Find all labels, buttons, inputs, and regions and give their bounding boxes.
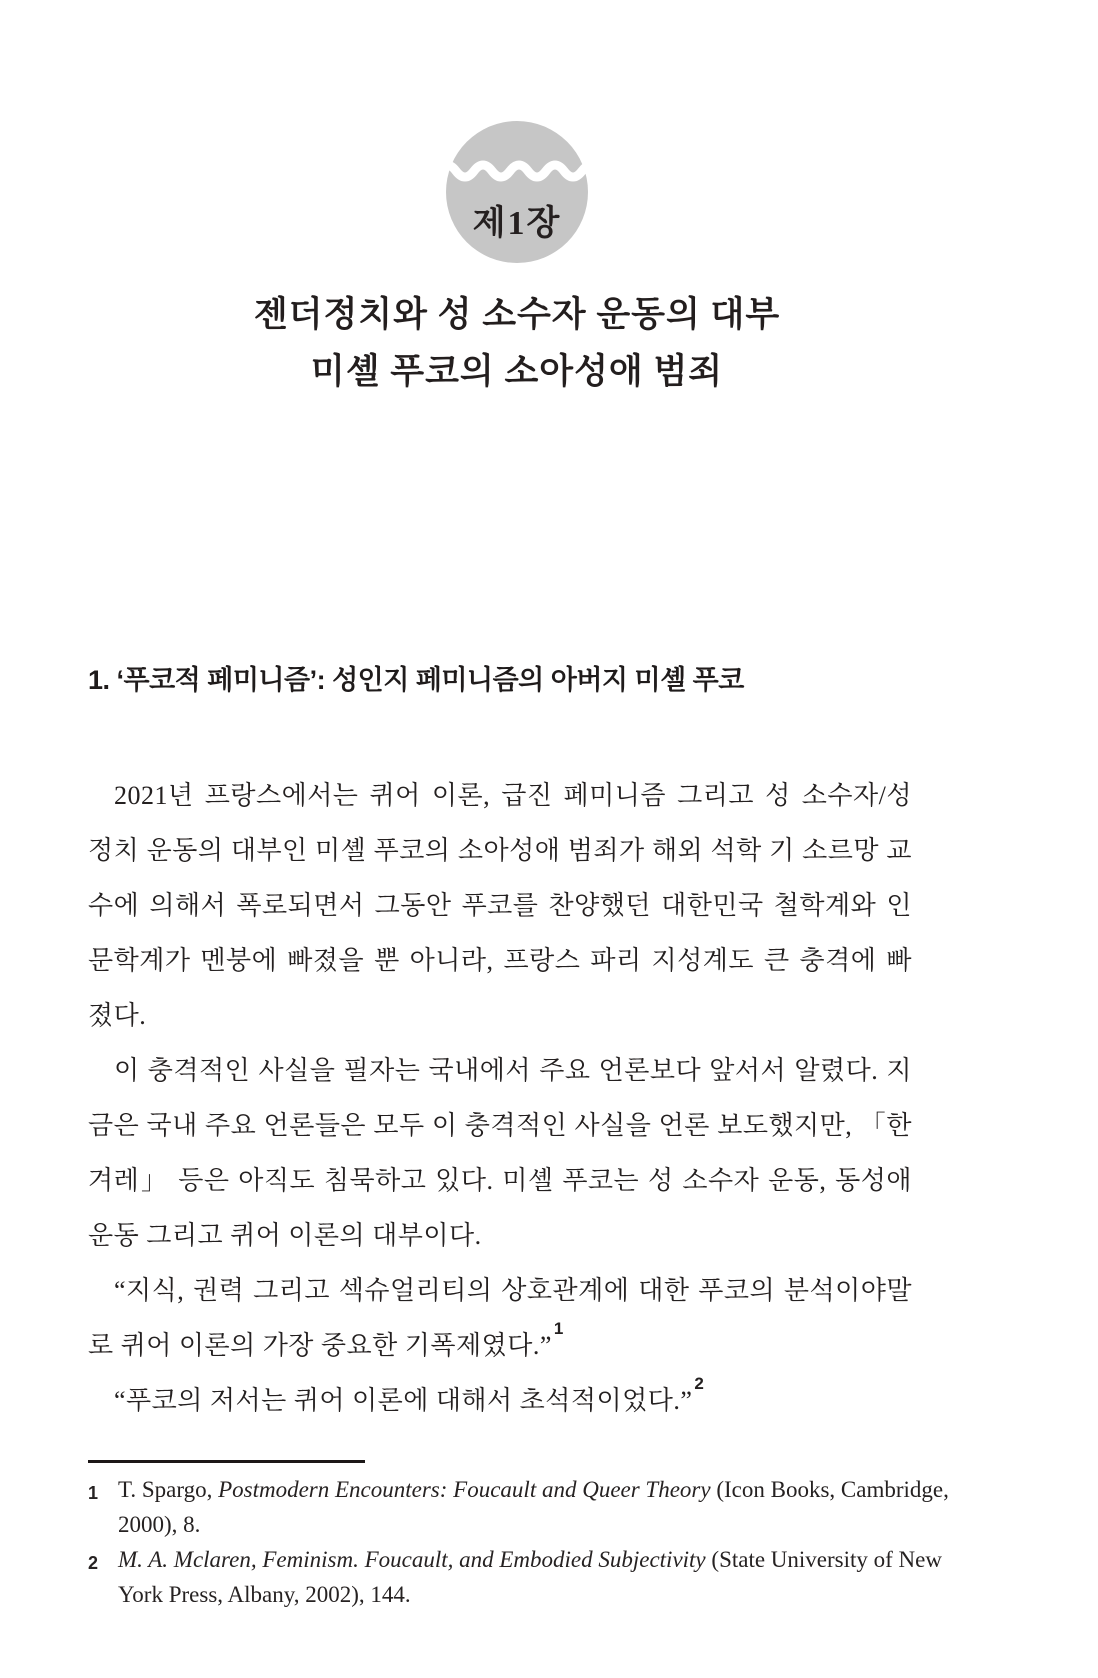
chapter-title: [88, 286, 946, 400]
body-line: 금은 국내 주요 언론들은 모두 이 충격적인 사실을 언론 보도했지만, 「한: [88, 1111, 912, 1140]
body-text: [88, 768, 912, 1428]
footnote-number: 2: [88, 1553, 99, 1573]
footnote-marker: 1: [553, 1319, 564, 1339]
chapter-badge-label: 제1장: [472, 205, 562, 242]
body-line: 이 충격적인 사실을 필자는 국내에서 주요 언론보다 앞서서 알렸다. 지: [114, 1056, 912, 1085]
chapter-title-line-1: 젠더정치와 성 소수자 운동의 대부: [253, 295, 781, 334]
footnote-citation-text: York Press, Albany, 2002), 144.: [118, 1582, 411, 1607]
body-line: 겨레」 등은 아직도 침묵하고 있다. 미셸 푸코는 성 소수자 운동, 동성애: [88, 1166, 912, 1195]
footnote-separator: [88, 1460, 365, 1463]
footnote-text: [118, 1472, 960, 1542]
footnotes: [88, 1472, 960, 1612]
footnote-citation-text: (Icon Books, Cambridge,: [710, 1477, 949, 1502]
footnote-line: [118, 1542, 960, 1577]
footnote-item: [88, 1542, 960, 1612]
footnote-citation-title: Postmodern Encounters: Foucault and Queer Theory: [218, 1477, 711, 1502]
footnote-item: [88, 1472, 960, 1542]
footnote-number: 1: [88, 1483, 99, 1503]
body-line: “지식, 권력 그리고 섹슈얼리티의 상호관계에 대한 푸코의 분석이야말: [114, 1276, 912, 1305]
footnote-line: [118, 1577, 960, 1612]
footnote-line: [118, 1472, 960, 1507]
body-line: 수에 의해서 폭로되면서 그동안 푸코를 찬양했던 대한민국 철학계와 인: [88, 891, 912, 920]
body-line: 문학계가 멘붕에 빠졌을 뿐 아니라, 프랑스 파리 지성계도 큰 충격에 빠: [88, 946, 912, 975]
body-line: 운동 그리고 퀴어 이론의 대부이다.: [88, 1221, 482, 1250]
body-line: 2021년 프랑스에서는 퀴어 이론, 급진 페미니즘 그리고 성 소수자/성: [114, 781, 912, 810]
footnote-citation-text: (State University of New: [705, 1547, 942, 1572]
footnote-marker: 2: [694, 1374, 705, 1394]
footnote-citation-text: 2000), 8.: [118, 1512, 201, 1537]
section-heading: 1. ‘푸코적 페미니즘’: 성인지 페미니즘의 아버지 미셸 푸코: [88, 665, 744, 695]
body-line: “푸코의 저서는 퀴어 이론에 대해서 초석적이었다.”$^2$: [114, 1374, 705, 1415]
footnote-text: [118, 1542, 960, 1612]
body-line: 정치 운동의 대부인 미셸 푸코의 소아성애 범죄가 해외 석학 기 소르망 교: [88, 836, 912, 865]
body-line: 로 퀴어 이론의 가장 중요한 기폭제였다.”$^1$: [88, 1319, 564, 1360]
body-line: 졌다.: [88, 1001, 147, 1030]
footnote-citation-title: M. A. Mclaren, Feminism. Foucault, and Embodied Subjectivity: [118, 1547, 706, 1572]
chapter-title-line-2: 미셸 푸코의 소아성애 범죄: [310, 352, 724, 391]
footnote-citation-text: T. Spargo,: [118, 1477, 219, 1502]
footnote-line: [118, 1507, 960, 1542]
chapter-badge: [446, 121, 588, 263]
